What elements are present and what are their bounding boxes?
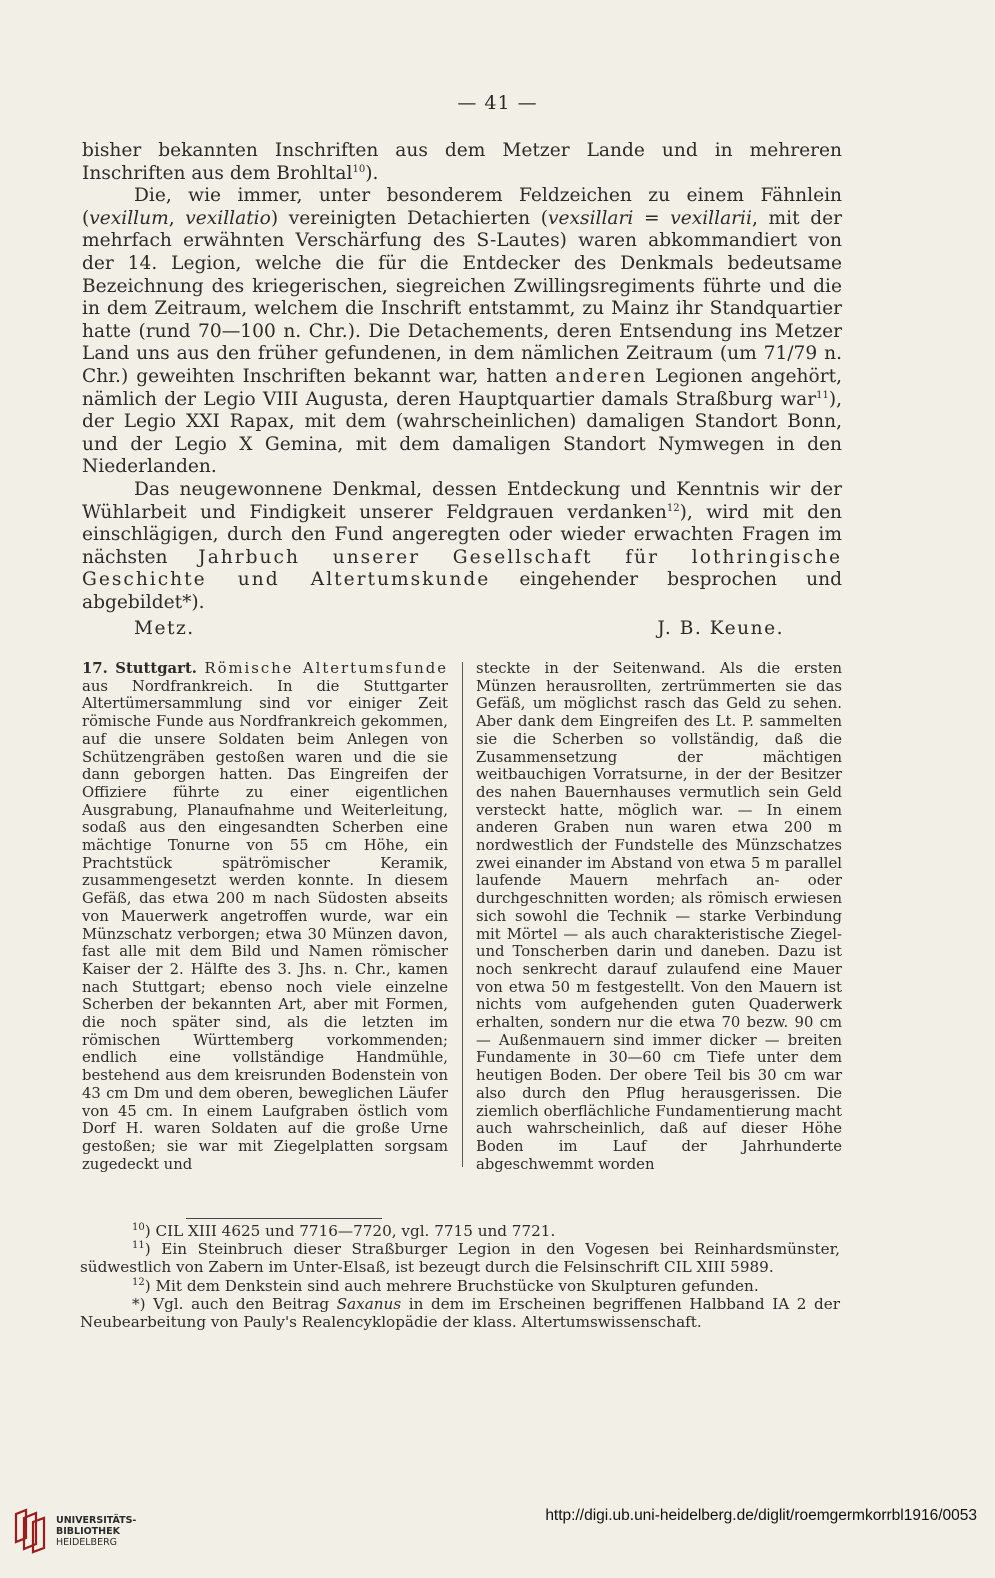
footnote-12: $^{12}$) Mit dem Denkstein sind auch mehrere Bruchstücke von Skulpturen gefunden. [132,1276,759,1295]
source-url-link[interactable]: http://digi.ub.uni-heidelberg.de/diglit/roemgermkorrbl1916/0053 [545,1507,977,1524]
entry-title: Römische Altertumsfunde [204,660,448,677]
entry-city: Stuttgart. [115,660,197,677]
entry-number: 17. [82,660,108,677]
author: J. B. Keune. [657,618,784,640]
footnote-11: $^{11}$) Ein Steinbruch dieser Straßburger Legion in den Vogesen bei Reinhardsmünster, südwestlich von Zabern im Unter-Elsaß, ist bezeugt durch die Felsinschrift CIL XIII 5989. [80,1240,840,1277]
place: Metz. [134,618,195,640]
footnote-ref-11[interactable]: 11 [816,389,829,401]
footnote-divider [186,1218,382,1219]
footnote-ref-10[interactable]: 10 [352,163,366,175]
paragraph-2: Die, wie immer, unter besonderem Feldzeichen zu einem Fähnlein (vexillum, vexillatio) vereinigten Detachierten (vexsillari = vexillarii, mit der mehrfach erwähnten Verschärfung des S-Lautes) waren abkommandiert von der 14. Legion, welche die für die Entdecker des Denkmals bedeutsame Bezeichnung des kriegerischen, siegreichen Zwillingsregiments führte und die in dem Zeitraum, welchem die Inschrift entstammt, zu Mainz ihr Standquartier hatte (rund 70—100 n. Chr.). Die Detachements, deren Entsendung ins Metzer Land uns aus den früher gefundenen, in dem nämlichen Zeitraum (um 71/79 n. Chr.) geweihten Inschriften bekannt war, hatten anderen Legionen angehört, nämlich der Legio VIII Augusta, deren Hauptquartier damals Straßburg war$^{11}$), der Legio XXI Rapax, mit dem (wahrscheinlichen) damaligen Standort Bonn, und der Legio X Gemina, mit dem damaligen Standort Nymwegen in den Niederlanden. [82,185,842,478]
entry-17 [82,660,842,1173]
library-logo[interactable] [12,1504,172,1558]
footnote-10: $^{10}$) CIL XIII 4625 und 7716—7720, vgl. 7715 und 7721. [132,1221,556,1240]
column-divider [462,662,463,1167]
paragraph-1: bisher bekannten Inschriften aus dem Metzer Lande und in mehreren Inschriften aus dem Brohltal$^{10}$). [82,140,842,184]
footnotes [80,1222,840,1331]
library-name: UNIVERSITÄTS- BIBLIOTHEK HEIDELBERG [56,1514,137,1548]
signature-line [82,618,842,641]
right-column [476,660,842,1173]
page-number: — 41 — [457,92,538,114]
left-column [82,660,448,1173]
footnote-ref-12[interactable]: 12 [666,502,680,514]
right-column-text: steckte in der Seitenwand. Als die ersten Münzen herausrollten, zertrümmerten sie das Gefäß, um möglichst rasch das Geld zu sehen. Aber dank dem Eingreifen des Lt. P. sammelten sie die Scherben so vollständig, daß die Zusammensetzung der mächtigen weitbauchigen Vorratsurne, in der der Besitzer des nahen Bauernhauses vermutlich sein Geld versteckt hatte, möglich war. — In einem anderen Graben nun waren etwa 200 m nordwestlich der Fundstelle des Münzschatzes zwei einander im Abstand von etwa 5 m parallel laufende Mauern mehrfach an- oder durchgeschnitten worden; als römisch erwiesen sich sowohl die Technik — starke Verbindung mit Mörtel — als auch charakteristische Ziegel- und Tonscherben darin und daneben. Dazu ist noch senkrecht darauf zulaufend eine Mauer von etwa 50 m festgestellt. Von den Mauern ist nichts vom aufgehenden guten Quaderwerk erhalten, sondern nur die etwa 70 bezw. 90 cm — Außenmauern sind immer dicker — breiten Fundamente in 30—60 cm Tiefe unter dem heutigen Boden. Der obere Teil bis 30 cm war also durch den Pflug herausgerissen. Die ziemlich oberflächliche Fundamentierung macht auch wahrscheinlich, daß auf dieser Höhe Boden im Lauf der Jahrhunderte abgeschwemmt worden [476,660,842,1173]
paragraph-3: Das neugewonnene Denkmal, dessen Entdeckung und Kenntnis wir der Wühlarbeit und Findigkeit unserer Feldgrauen verdanken$^{12}$), wird mit den einschlägigen, durch den Fund angeregten oder wieder erwachten Fragen im nächsten Jahrbuch unserer Gesellschaft für lothringische Geschichte und Altertumskunde eingehender besprochen und abgebildet*). [82,478,842,613]
library-logo-icon [12,1508,48,1554]
footnote-star: *) Vgl. auch den Beitrag Saxanus in dem im Erscheinen begriffenen Halbband IA 2 der Neubearbeitung von Pauly's Realencyklopädie der klass. Altertumswissenschaft. [80,1294,840,1332]
article-body [82,140,842,641]
left-column-text: aus Nordfrankreich. In die Stuttgarter Altertümersammlung sind vor einiger Zeit römische Funde aus Nordfrankreich gekommen, auf die unsere Soldaten beim Anlegen von Schützengräben gestoßen waren und die sie dann geborgen hatten. Das Eingreifen der Offiziere führte zu einer eigentlichen Ausgrabung, Planaufnahme und Weiterleitung, sodaß aus den eingesandten Scherben eine mächtige Tonurne von 55 cm Höhe, ein Prachtstück spätrömischer Keramik, zusammengesetzt werden konnte. In diesem Gefäß, das etwa 200 m nach Südosten abseits von Mauerwerk angetroffen wurde, war ein Münzschatz verborgen; etwa 30 Münzen davon, fast alle mit dem Bild und Namen römischer Kaiser der 2. Hälfte des 3. Jhs. n. Chr., kamen nach Stuttgart; ebenso noch viele einzelne Scherben der bekannten Art, aber mit Formen, die noch später sind, als die letzten im römischen Württemberg vorkommenden; endlich eine vollständige Handmühle, bestehend aus dem kreisrunden Bodenstein von 43 cm Dm und dem oberen, beweglichen Läufer von 45 cm. In einem Laufgraben östlich vom Dorf H. waren Soldaten auf die große Urne gestoßen; sie war mit Ziegelplatten sorgsam zugedeckt und [82,677,448,1173]
